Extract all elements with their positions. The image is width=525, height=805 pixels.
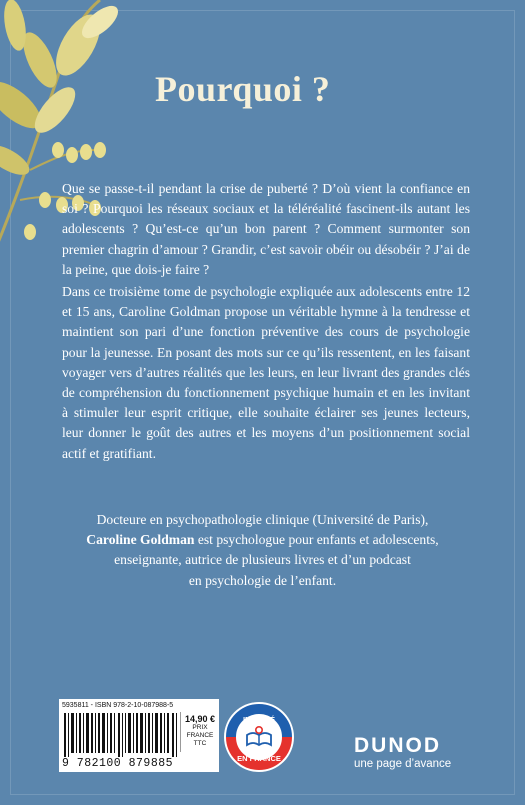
bio-line-3: enseignante, autrice de plusieurs livres et d’un podcast xyxy=(114,552,411,568)
cover-title: Pourquoi ? xyxy=(155,69,331,109)
price-label xyxy=(180,712,219,752)
intro-paragraph: Que se passe-t-il pendant la crise de puberté ? D’où vient la confiance en soi ? Pourquoi les réseaux sociaux et la téléréalité fascinent-ils autant les adolescents ? Qu’est-ce qu’un bon parent ? Comment surmonter son premier chagrin d’amour ? Grandir, c’est savoir obéir ou désobéir ? J’ai de la peine, que dois-je faire ? xyxy=(62,181,470,277)
publisher-logo xyxy=(354,735,451,771)
author-name: Caroline Goldman xyxy=(86,532,195,548)
price-line-2: FRANCE xyxy=(186,732,214,739)
publisher-tagline: une page d’avance xyxy=(354,758,452,770)
imprime-en-france-badge xyxy=(223,701,295,773)
badge-bottom-text: EN FRANCE xyxy=(237,754,281,763)
bio-line-2: est psychologue pour enfants et adolescents, xyxy=(194,532,439,548)
bio-line-1: Docteure en psychopathologie clinique (Université de Paris), xyxy=(96,512,429,527)
price-line-1: PRIX xyxy=(192,724,208,731)
badge-top-text: IMPRIMÉ xyxy=(242,715,276,724)
publisher-name: DUNOD xyxy=(354,734,441,757)
price-value: 14,90 € xyxy=(184,714,216,724)
price-line-3: TTC xyxy=(193,740,207,747)
barcode-bars xyxy=(64,713,182,757)
isbn-text: 5935811 - ISBN 978-2-10-087988-5 xyxy=(62,702,174,709)
description-paragraph: Dans ce troisième tome de psychologie expliquée aux adolescents entre 12 et 15 ans, Caroline Goldman propose un véritable hymne à la tendresse et maintient son pari d’une fonction préventive des cours de psychologie pour la jeunesse. En posant des mots sur ce qu’ils ressentent, en les faisant voyager vers d’autres réalités que les leurs, en leur livrant des grandes clés de compréhension du fonctionnement psychique humain et en les invitant à stimuler leur esprit critique, elle souhaite éclairer ses jeunes lecteurs, leur donner le goût des autres et les moyens d’un positionnement social actif et gratifiant. xyxy=(62,284,470,461)
barcode-number: 9 782100 879885 xyxy=(62,757,174,770)
bio-line-4: en psychologie de l’enfant. xyxy=(188,572,337,588)
author-bio xyxy=(60,510,465,591)
